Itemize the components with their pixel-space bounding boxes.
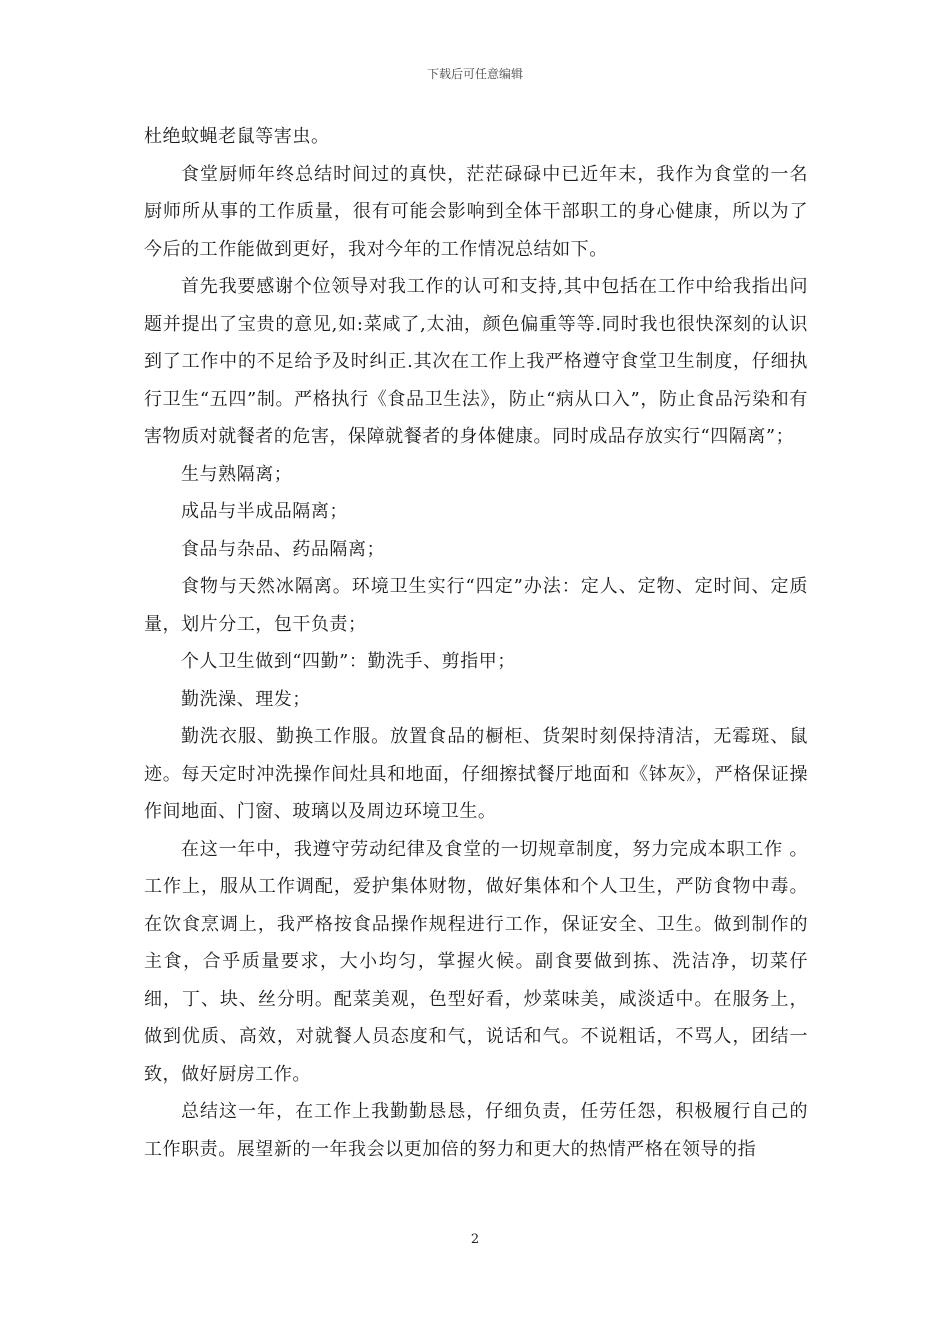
paragraph-thanks-and-hygiene: 首先我要感谢个位领导对我工作的认可和支持,其中包括在工作中给我指出问题并提出了宝贵的意见,如:菜咸了,太油，颜色偏重等等.同时我也很快深刻的认识到了工作中的不足给予及时纠正.其次在工作上我严格遵守食堂卫生制度，仔细执行卫生“五四”制。严格执行《食品卫生法》，防止“病从口入”，防止食品污染和有害物质对就餐者的危害，保障就餐者的身体健康。同时成品存放实行“四隔离”； <box>144 276 808 447</box>
paragraph-personal-hygiene: 个人卫生做到“四勤”：勤洗手、剪指甲； <box>181 651 516 672</box>
paragraph-clothing-cleaning: 勤洗衣服、勤换工作服。放置食品的橱柜、货架时刻保持清洁，无霉斑、鼠迹。每天定时冲洗操作间灶具和地面，仔细擦拭餐厅地面和《钵灰》，严格保证操作间地面、门窗、玻璃以及周边环境卫生。 <box>144 726 808 822</box>
page-number: 2 <box>470 1232 480 1247</box>
paragraph-isolation-ice: 食物与天然冰隔离。环境卫生实行“四定”办法：定人、定物、定时间、定质量，划片分工，包干负责； <box>144 576 808 635</box>
paragraph-continuation: 杜绝蚊蝇老鼠等害虫。 <box>144 126 330 147</box>
paragraph-bathing: 勤洗澡、理发； <box>181 688 311 710</box>
paragraph-intro: 食堂厨师年终总结时间过的真快，茫茫碌碌中已近年末，我作为食堂的一名厨师所从事的工作质量，很有可能会影响到全体干部职工的身心健康，所以为了今后的工作能做到更好，我对今年的工作情况总结如下。 <box>144 163 808 260</box>
paragraph-isolation-raw-cooked: 生与熟隔离； <box>181 463 293 485</box>
paragraph-year-work: 在这一年中，我遵守劳动纪律及食堂的一切规章制度，努力完成本职工作 。工作上，服从工作调配，爱护集体财物，做好集体和个人卫生，严防食物中毒。在饮食烹调上，我严格按食品操作规程进行工作，保证安全、卫生。做到制作的主食，合乎质量要求，大小均匀，掌握火候。副食要做到拣、洗洁净，切菜仔细，丁、块、丝分明。配菜美观，色型好看，炒菜味美，咸淡适中。在服务上，做到优质、高效，对就餐人员态度和气，说话和气。不说粗话，不骂人，团结一致，做好厨房工作。 <box>144 838 808 1085</box>
paragraph-isolation-sundries: 食品与杂品、药品隔离； <box>181 538 386 560</box>
page-header: 下载后可任意编辑 <box>426 67 523 81</box>
paragraph-summary: 总结这一年，在工作上我勤勤恳恳，仔细负责，任劳任怨，积极履行自己的工作职责。展望新的一年我会以更加倍的努力和更大的热情严格在领导的指 <box>144 1101 808 1160</box>
paragraph-isolation-finished: 成品与半成品隔离； <box>181 501 348 522</box>
document-body <box>144 118 808 1168</box>
